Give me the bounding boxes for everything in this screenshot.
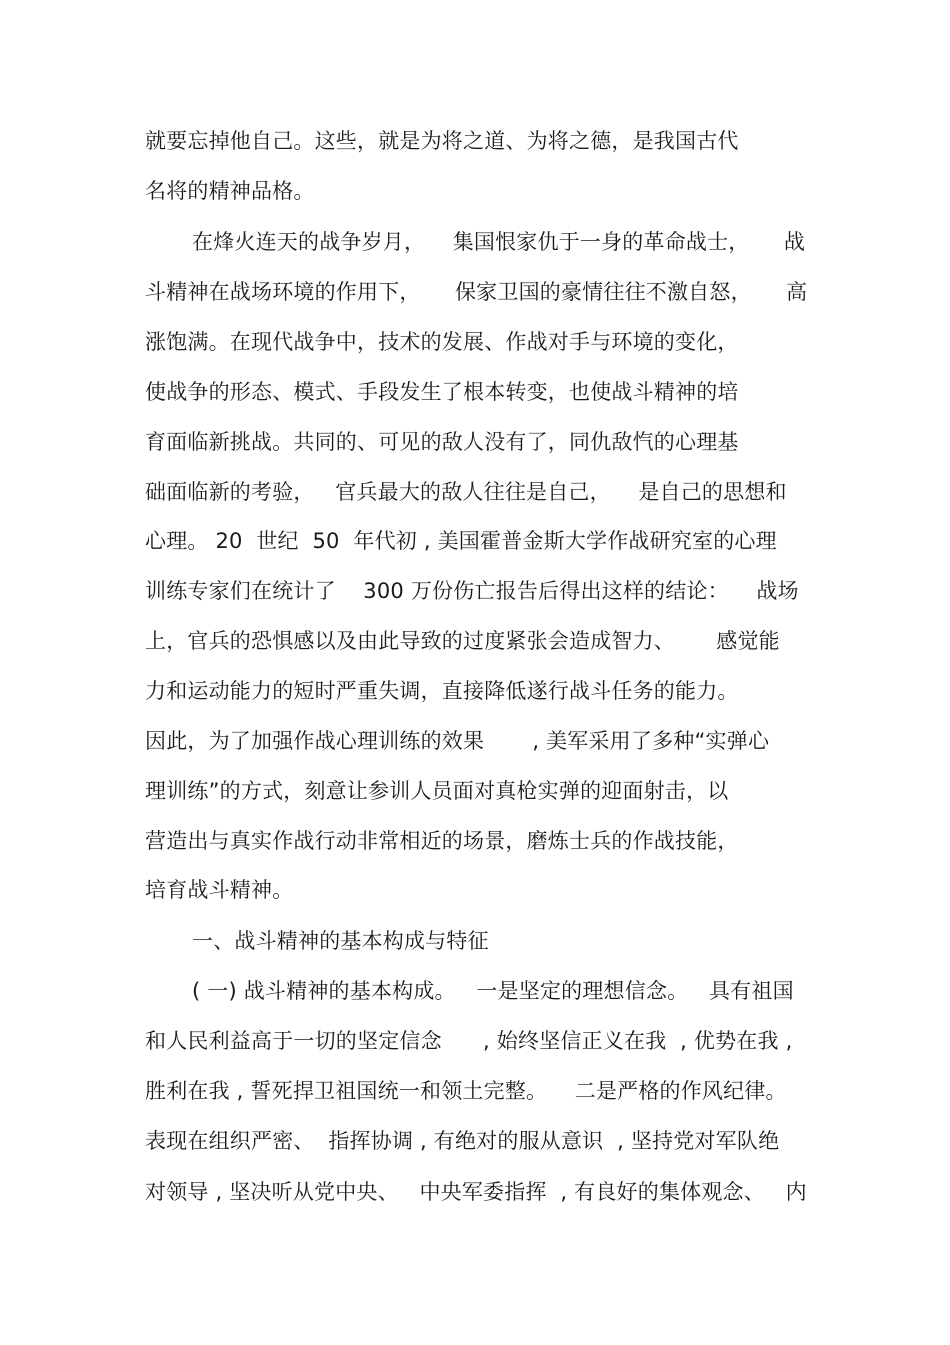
text-line: 因此，为了加强作战心理训练的效果 , 美军采用了多种“实弹心: [145, 729, 770, 753]
text-line: 名将的精神品格。: [145, 179, 315, 203]
text-line: 训练专家们在统计了 300 万份伤亡报告后得出这样的结论： 战场: [145, 579, 799, 603]
paragraph-start-line: ( 一) 战斗精神的基本构成。 一是坚定的理想信念。 具有祖国: [192, 979, 794, 1003]
text-line: 对领导 , 坚决听从党中央、 中央军委指挥 , 有良好的集体观念、 内: [145, 1180, 807, 1204]
text-line: 使战争的形态、模式、手段发生了根本转变，也使战斗精神的培: [145, 380, 739, 404]
text-line: 力和运动能力的短时严重失调，直接降低遂行战斗任务的能力。: [145, 679, 739, 703]
text-line: 育面临新挑战。共同的、可见的敌人没有了，同仇敌忾的心理基: [145, 430, 739, 454]
paragraph-start-line: 在烽火连天的战争岁月， 集国恨家仇于一身的革命战士， 战: [192, 230, 806, 254]
text-line: 表现在组织严密、 指挥协调 , 有绝对的服从意识 , 坚持党对军队绝: [145, 1129, 780, 1153]
text-line: 培育战斗精神。: [145, 878, 294, 902]
text-line: 心理。 20 世纪 50 年代初 , 美国霍普金斯大学作战研究室的心理: [145, 529, 777, 553]
text-line: 营造出与真实作战行动非常相近的场景，磨炼士兵的作战技能，: [145, 829, 739, 853]
text-line: 础面临新的考验， 官兵最大的敌人往往是自己， 是自己的思想和: [145, 480, 787, 504]
text-line: 理训练”的方式，刻意让参训人员面对真枪实弹的迎面射击，以: [145, 779, 729, 803]
text-line: 就要忘掉他自己。这些，就是为将之道、为将之德，是我国古代: [145, 129, 739, 153]
text-line: 斗精神在战场环境的作用下， 保家卫国的豪情往往不激自怒， 高: [145, 280, 808, 304]
text-line: 胜利在我 , 誓死捍卫祖国统一和领土完整。 二是严格的作风纪律。: [145, 1079, 787, 1103]
text-line: 上，官兵的恐惧感以及由此导致的过度紧张会造成智力、 感觉能: [145, 629, 780, 653]
text-line: 和人民利益高于一切的坚定信念 , 始终坚信正义在我 , 优势在我 ,: [145, 1029, 793, 1053]
text-line: 涨饱满。在现代战争中，技术的发展、作战对手与环境的变化，: [145, 330, 739, 354]
section-heading: 一、战斗精神的基本构成与特征: [192, 929, 489, 953]
